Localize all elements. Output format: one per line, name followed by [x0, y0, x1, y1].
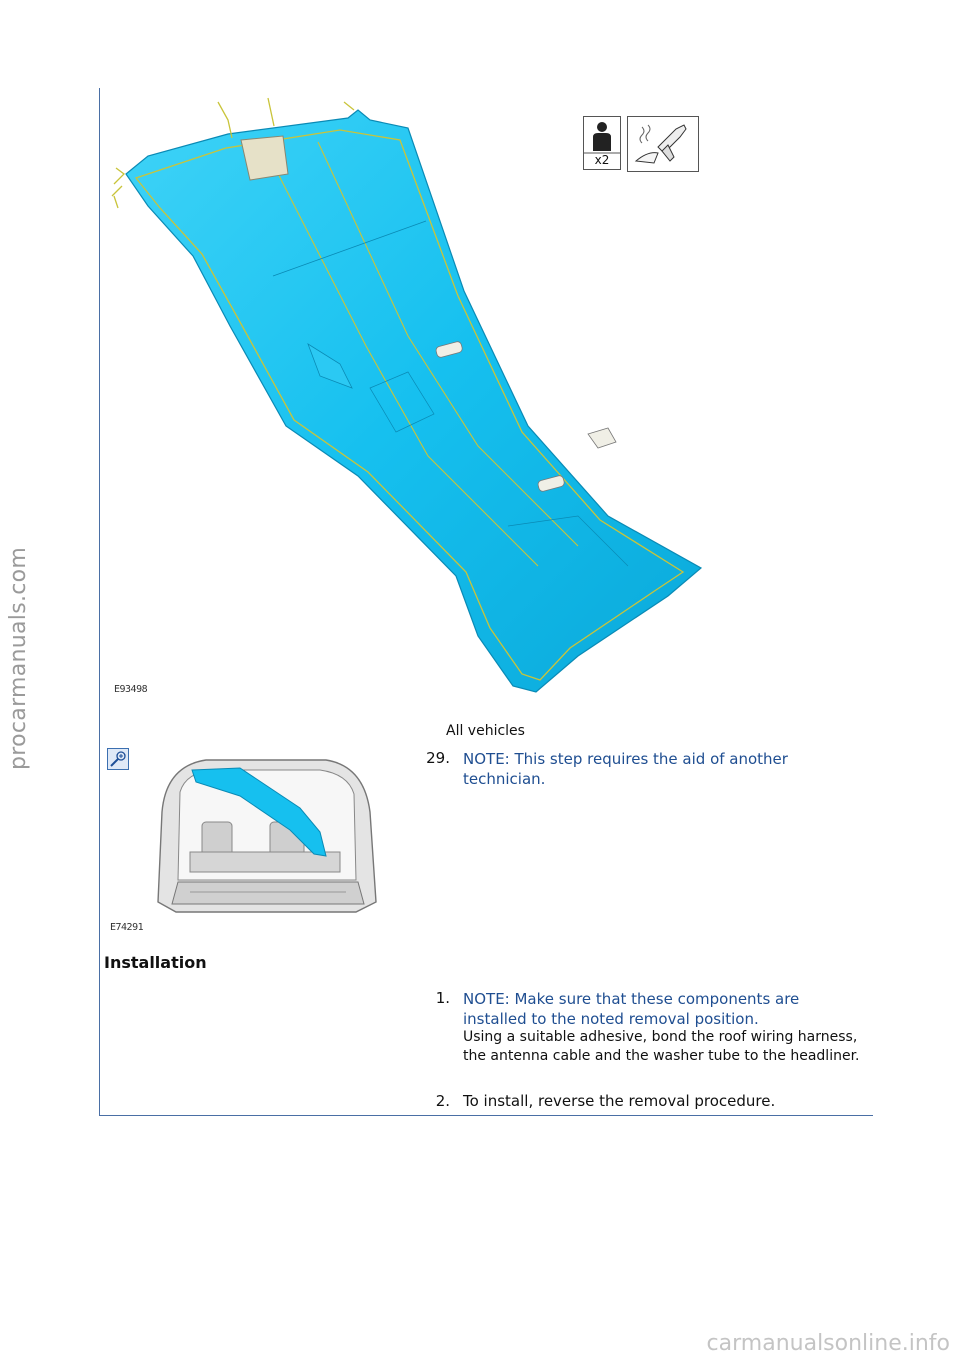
figure2-code: E74291 [110, 922, 144, 933]
install-step-2-number: 2. [435, 1092, 450, 1110]
install-step-2-text: To install, reverse the removal procedure. [463, 1092, 776, 1110]
two-technicians-icon [583, 116, 621, 170]
installation-heading: Installation [104, 953, 207, 972]
zoom-icon[interactable] [107, 748, 129, 770]
install-step-1-note: NOTE: Make sure that these components are installed to the noted removal position. [463, 990, 800, 1028]
left-border-rule [99, 88, 100, 1116]
headliner-illustration [108, 96, 708, 696]
bottom-border-rule [99, 1115, 873, 1116]
footer-watermark: carmanualsonline.info [706, 1331, 950, 1356]
install-step-1-text: Using a suitable adhesive, bond the roof wiring harness, the antenna cable and the washer tube to the headliner. [463, 1029, 860, 1064]
heat-gun-icon [627, 116, 699, 172]
step-29-number: 29. [426, 749, 450, 767]
side-watermark: procarmanuals.com [6, 546, 31, 770]
vehicle-caption: All vehicles [446, 723, 525, 739]
figure1-code: E93498 [114, 684, 148, 695]
install-step-1-number: 1. [435, 989, 450, 1007]
vehicle-rear-illustration [150, 752, 386, 932]
step-29-note: NOTE: This step requires the aid of another technician. [463, 750, 788, 788]
technician-count-label: x2 [594, 153, 610, 167]
